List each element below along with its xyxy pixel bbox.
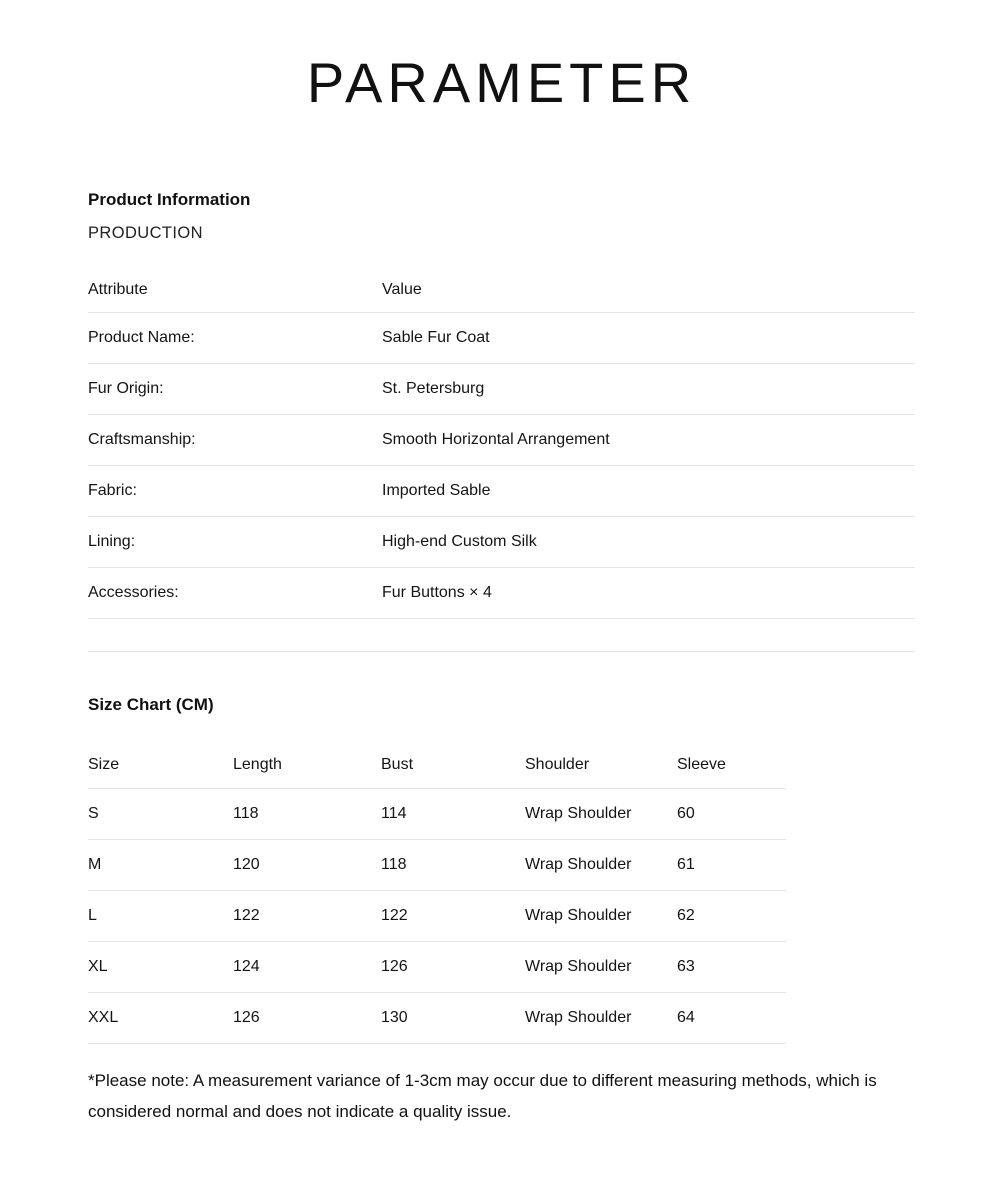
size-cell: XXL (88, 1009, 119, 1026)
bust-column-header: Bust (381, 755, 414, 773)
table-row (88, 891, 786, 942)
attribute-cell: Product Name: (88, 329, 195, 346)
length-cell: 126 (233, 1009, 260, 1026)
size-cell: L (88, 907, 97, 924)
value-cell: High-end Custom Silk (382, 533, 537, 550)
table-row (88, 466, 915, 517)
product-info-subheading: PRODUCTION (88, 224, 203, 242)
section-divider (88, 651, 915, 652)
shoulder-column-header: Shoulder (525, 755, 590, 773)
measurement-disclaimer: *Please note: A measurement variance of 1-3cm may occur due to different measuring methods, which is considered normal and does not indicate a quality issue. (88, 1071, 877, 1121)
table-row (88, 517, 915, 568)
size-cell: S (88, 805, 99, 822)
table-row (88, 942, 786, 993)
sleeve-cell: 64 (677, 1009, 695, 1026)
sleeve-cell: 62 (677, 907, 695, 924)
product-info-header-row (88, 268, 915, 313)
bust-cell: 126 (381, 958, 408, 975)
bust-cell: 114 (381, 805, 407, 822)
length-cell: 122 (233, 907, 260, 924)
value-cell: Smooth Horizontal Arrangement (382, 431, 610, 448)
size-chart-header-row (88, 741, 786, 789)
size-cell: XL (88, 958, 108, 975)
bust-cell: 130 (381, 1009, 408, 1026)
product-info-table (88, 268, 915, 619)
table-row (88, 415, 915, 466)
shoulder-cell: Wrap Shoulder (525, 856, 632, 873)
bust-cell: 122 (381, 907, 408, 924)
bust-cell: 118 (381, 856, 407, 873)
sleeve-cell: 63 (677, 958, 695, 975)
shoulder-cell: Wrap Shoulder (525, 958, 632, 975)
attribute-cell: Craftsmanship: (88, 431, 196, 448)
value-cell: Fur Buttons × 4 (382, 584, 492, 601)
attribute-cell: Fabric: (88, 482, 137, 499)
sleeve-cell: 60 (677, 805, 695, 822)
shoulder-cell: Wrap Shoulder (525, 907, 632, 924)
size-column-header: Size (88, 755, 120, 773)
shoulder-cell: Wrap Shoulder (525, 805, 632, 822)
sleeve-column-header: Sleeve (677, 755, 726, 773)
sleeve-cell: 61 (677, 856, 695, 873)
size-cell: M (88, 856, 102, 873)
size-chart-heading: Size Chart (CM) (88, 695, 214, 714)
table-row (88, 993, 786, 1044)
attribute-cell: Accessories: (88, 584, 179, 601)
table-row (88, 840, 786, 891)
value-column-header: Value (382, 281, 422, 298)
table-row (88, 364, 915, 415)
length-column-header: Length (233, 755, 282, 773)
attribute-cell: Fur Origin: (88, 380, 164, 397)
value-cell: Sable Fur Coat (382, 329, 490, 346)
table-row (88, 313, 915, 364)
length-cell: 118 (233, 805, 259, 822)
shoulder-cell: Wrap Shoulder (525, 1009, 632, 1026)
value-cell: Imported Sable (382, 482, 491, 499)
length-cell: 120 (233, 856, 260, 873)
length-cell: 124 (233, 958, 260, 975)
page-title: PARAMETER (306, 51, 697, 114)
parameter-page (0, 52, 1000, 1192)
value-cell: St. Petersburg (382, 380, 485, 397)
table-row (88, 789, 786, 840)
attribute-cell: Lining: (88, 533, 136, 550)
attribute-column-header: Attribute (88, 281, 148, 298)
size-chart-table (88, 741, 786, 1044)
table-row (88, 568, 915, 619)
product-info-heading: Product Information (88, 190, 251, 209)
